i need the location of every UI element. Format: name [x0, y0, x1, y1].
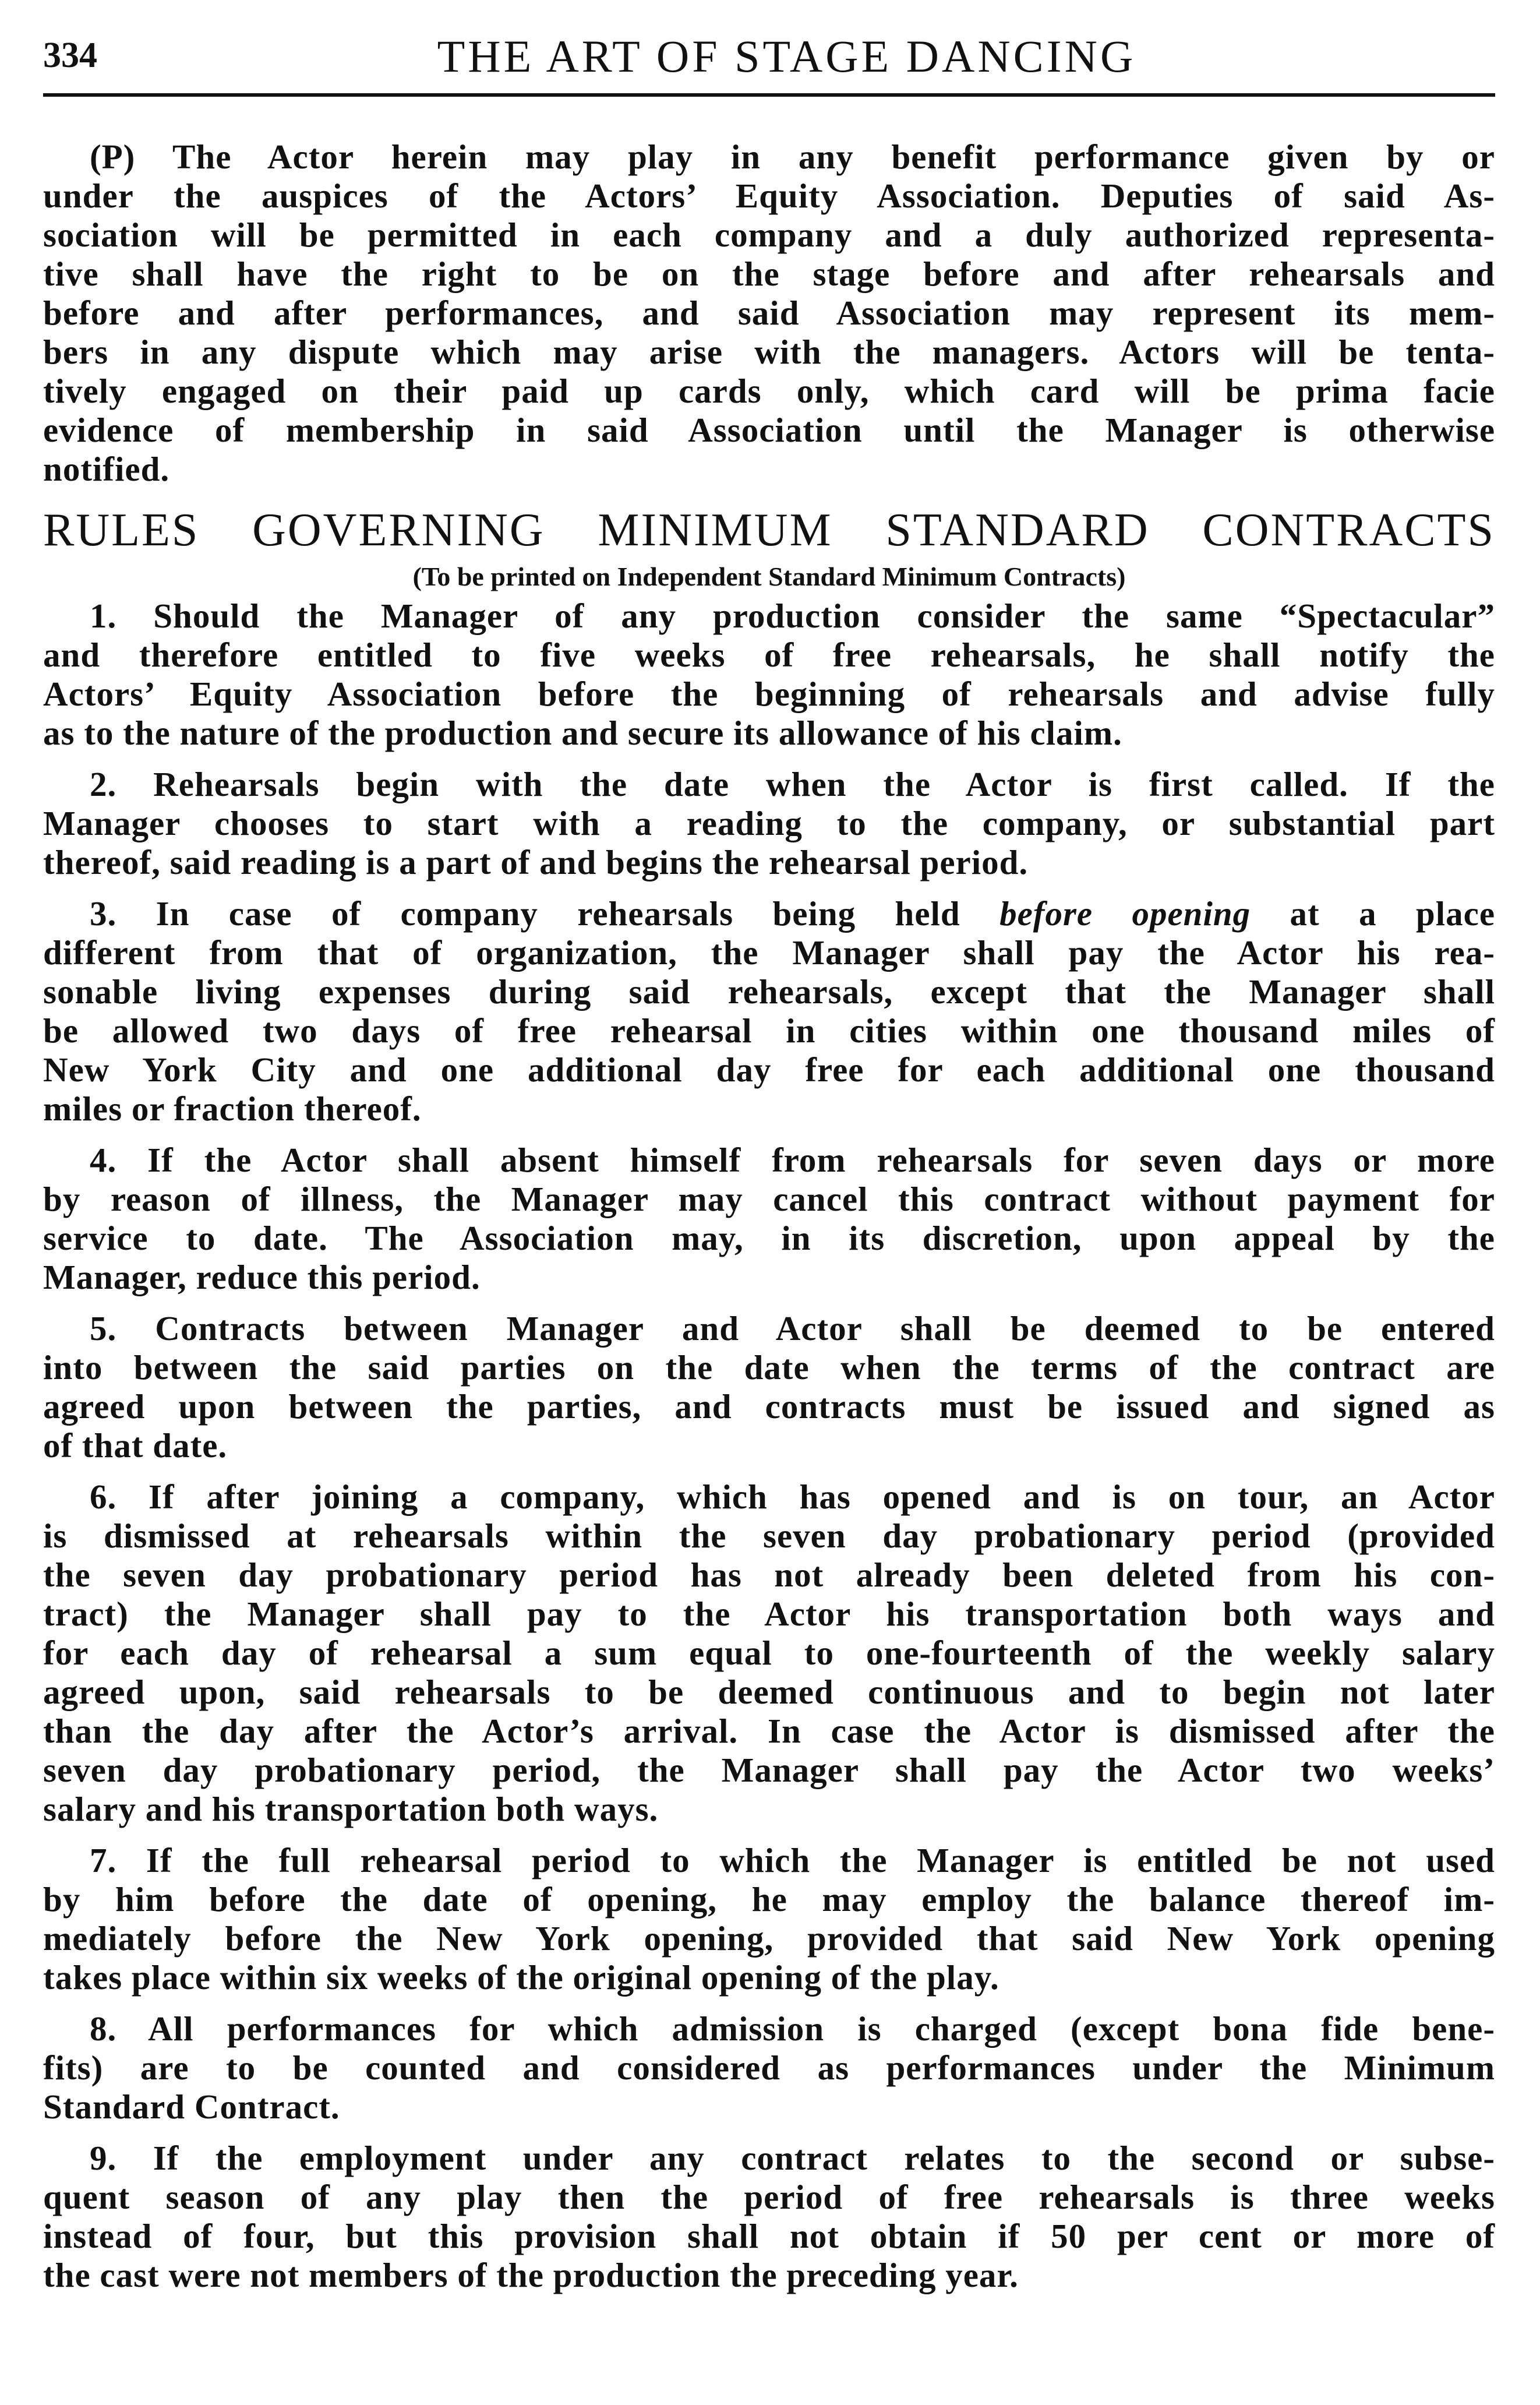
- text-line: Manager, reduce this period.: [43, 1258, 481, 1296]
- text-line: [43, 894, 1495, 933]
- text-line: is dismissed at rehearsals within the seven day probationary period (provided: [43, 1517, 1495, 1555]
- rule-item: [43, 1477, 1495, 1829]
- text-line: thereof, said reading is a part of and begins the rehearsal period.: [43, 843, 1029, 881]
- text-line: be allowed two days of free rehearsal in cities within one thousand miles of: [43, 1011, 1495, 1050]
- rules-list: [43, 597, 1495, 2295]
- rule-item: [43, 765, 1495, 882]
- rule-item: [43, 2139, 1495, 2295]
- text-line: as to the nature of the production and secure its allowance of his claim.: [43, 714, 1122, 752]
- text-line: agreed upon, said rehearsals to be deemed continuous and to begin not later: [43, 1673, 1495, 1711]
- rule-item: [43, 1141, 1495, 1297]
- text-line: bers in any dispute which may arise with the managers. Actors will be tenta-: [43, 333, 1495, 371]
- rule-item: [43, 597, 1495, 753]
- text-line: 8. All performances for which admission is charged (except bona fide bene-: [90, 2009, 1495, 2048]
- text-line: Standard Contract.: [43, 2087, 340, 2126]
- page-header: [43, 30, 1495, 83]
- running-title: THE ART OF STAGE DANCING: [437, 31, 1136, 82]
- text-line: 9. If the employment under any contract relates to the second or subse-: [90, 2139, 1495, 2177]
- text-line: into between the said parties on the date when the terms of the contract are: [43, 1348, 1495, 1387]
- text-line: takes place within six weeks of the original opening of the play.: [43, 1958, 999, 1997]
- italic-text: before opening: [999, 894, 1251, 933]
- page-body: [43, 137, 1495, 2307]
- section-subheading: (To be printed on Independent Standard Minimum Contracts): [412, 562, 1126, 591]
- header-rule: [43, 93, 1495, 97]
- text-line: tive shall have the right to be on the stage before and after rehearsals and: [43, 255, 1495, 293]
- text-line: 1. Should the Manager of any production consider the same “Spectacular”: [90, 597, 1495, 635]
- text-line: Manager chooses to start with a reading to the company, or substantial part: [43, 804, 1495, 842]
- text-line: 5. Contracts between Manager and Actor shall be deemed to be entered: [90, 1309, 1495, 1348]
- text-line: 4. If the Actor shall absent himself from rehearsals for seven days or more: [90, 1141, 1495, 1179]
- text-line: Actors’ Equity Association before the beginning of rehearsals and advise fully: [43, 675, 1495, 713]
- rule-item: [43, 1309, 1495, 1465]
- text-line: New York City and one additional day free for each additional one thousand: [43, 1050, 1495, 1089]
- section-heading: RULES GOVERNING MINIMUM STANDARD CONTRACTS: [43, 505, 1495, 556]
- text-line: sociation will be permitted in each company and a duly authorized representa-: [43, 216, 1495, 254]
- text-line: notified.: [43, 450, 170, 488]
- text-line: by him before the date of opening, he may employ the balance thereof im-: [43, 1880, 1495, 1919]
- rule-item: [43, 2009, 1495, 2127]
- text-line: tract) the Manager shall pay to the Actor his transportation both ways and: [43, 1595, 1495, 1633]
- text-line: 2. Rehearsals begin with the date when the Actor is first called. If the: [90, 765, 1495, 803]
- text-line: for each day of rehearsal a sum equal to one-fourteenth of the weekly salary: [43, 1634, 1495, 1672]
- intro-paragraph: [43, 137, 1495, 489]
- text-line: fits) are to be counted and considered as performances under the Minimum: [43, 2048, 1495, 2087]
- text-line: the seven day probationary period has not already been deleted from his con-: [43, 1556, 1495, 1594]
- text-line: different from that of organization, the Manager shall pay the Actor his rea-: [43, 933, 1495, 972]
- text-line: tively engaged on their paid up cards only, which card will be prima facie: [43, 372, 1495, 410]
- rule-item: [43, 894, 1495, 1129]
- text-line: the cast were not members of the production the preceding year.: [43, 2256, 1019, 2294]
- text-line: salary and his transportation both ways.: [43, 1790, 659, 1828]
- text-line: agreed upon between the parties, and contracts must be issued and signed as: [43, 1387, 1495, 1426]
- text-line: seven day probationary period, the Manager shall pay the Actor two weeks’: [43, 1751, 1495, 1789]
- text-line: sonable living expenses during said rehearsals, except that the Manager shall: [43, 972, 1495, 1011]
- text-line: instead of four, but this provision shall not obtain if 50 per cent or more of: [43, 2217, 1495, 2255]
- text-line: mediately before the New York opening, provided that said New York opening: [43, 1919, 1495, 1958]
- text-line: miles or fraction thereof.: [43, 1089, 422, 1128]
- text-line: (P) The Actor herein may play in any benefit performance given by or: [90, 137, 1495, 176]
- text-line: service to date. The Association may, in its discretion, upon appeal by the: [43, 1219, 1495, 1257]
- text-line: evidence of membership in said Association until the Manager is otherwise: [43, 411, 1495, 449]
- text-line: before and after performances, and said Association may represent its mem-: [43, 294, 1495, 332]
- text-line: and therefore entitled to five weeks of free rehearsals, he shall notify the: [43, 636, 1495, 674]
- text-segment: 3. In case of company rehearsals being held: [90, 894, 1000, 933]
- text-line: 6. If after joining a company, which has opened and is on tour, an Actor: [90, 1477, 1495, 1516]
- text-line: of that date.: [43, 1426, 228, 1465]
- text-line: under the auspices of the Actors’ Equity Association. Deputies of said As-: [43, 177, 1495, 215]
- text-line: quent season of any play then the period of free rehearsals is three weeks: [43, 2178, 1495, 2216]
- rule-item: [43, 1841, 1495, 1997]
- text-segment: at a place: [1251, 894, 1496, 933]
- text-line: than the day after the Actor’s arrival. In case the Actor is dismissed after the: [43, 1712, 1495, 1750]
- text-line: by reason of illness, the Manager may cancel this contract without payment for: [43, 1180, 1495, 1218]
- text-line: 7. If the full rehearsal period to which the Manager is entitled be not used: [90, 1841, 1495, 1879]
- page-number: 334: [43, 36, 97, 75]
